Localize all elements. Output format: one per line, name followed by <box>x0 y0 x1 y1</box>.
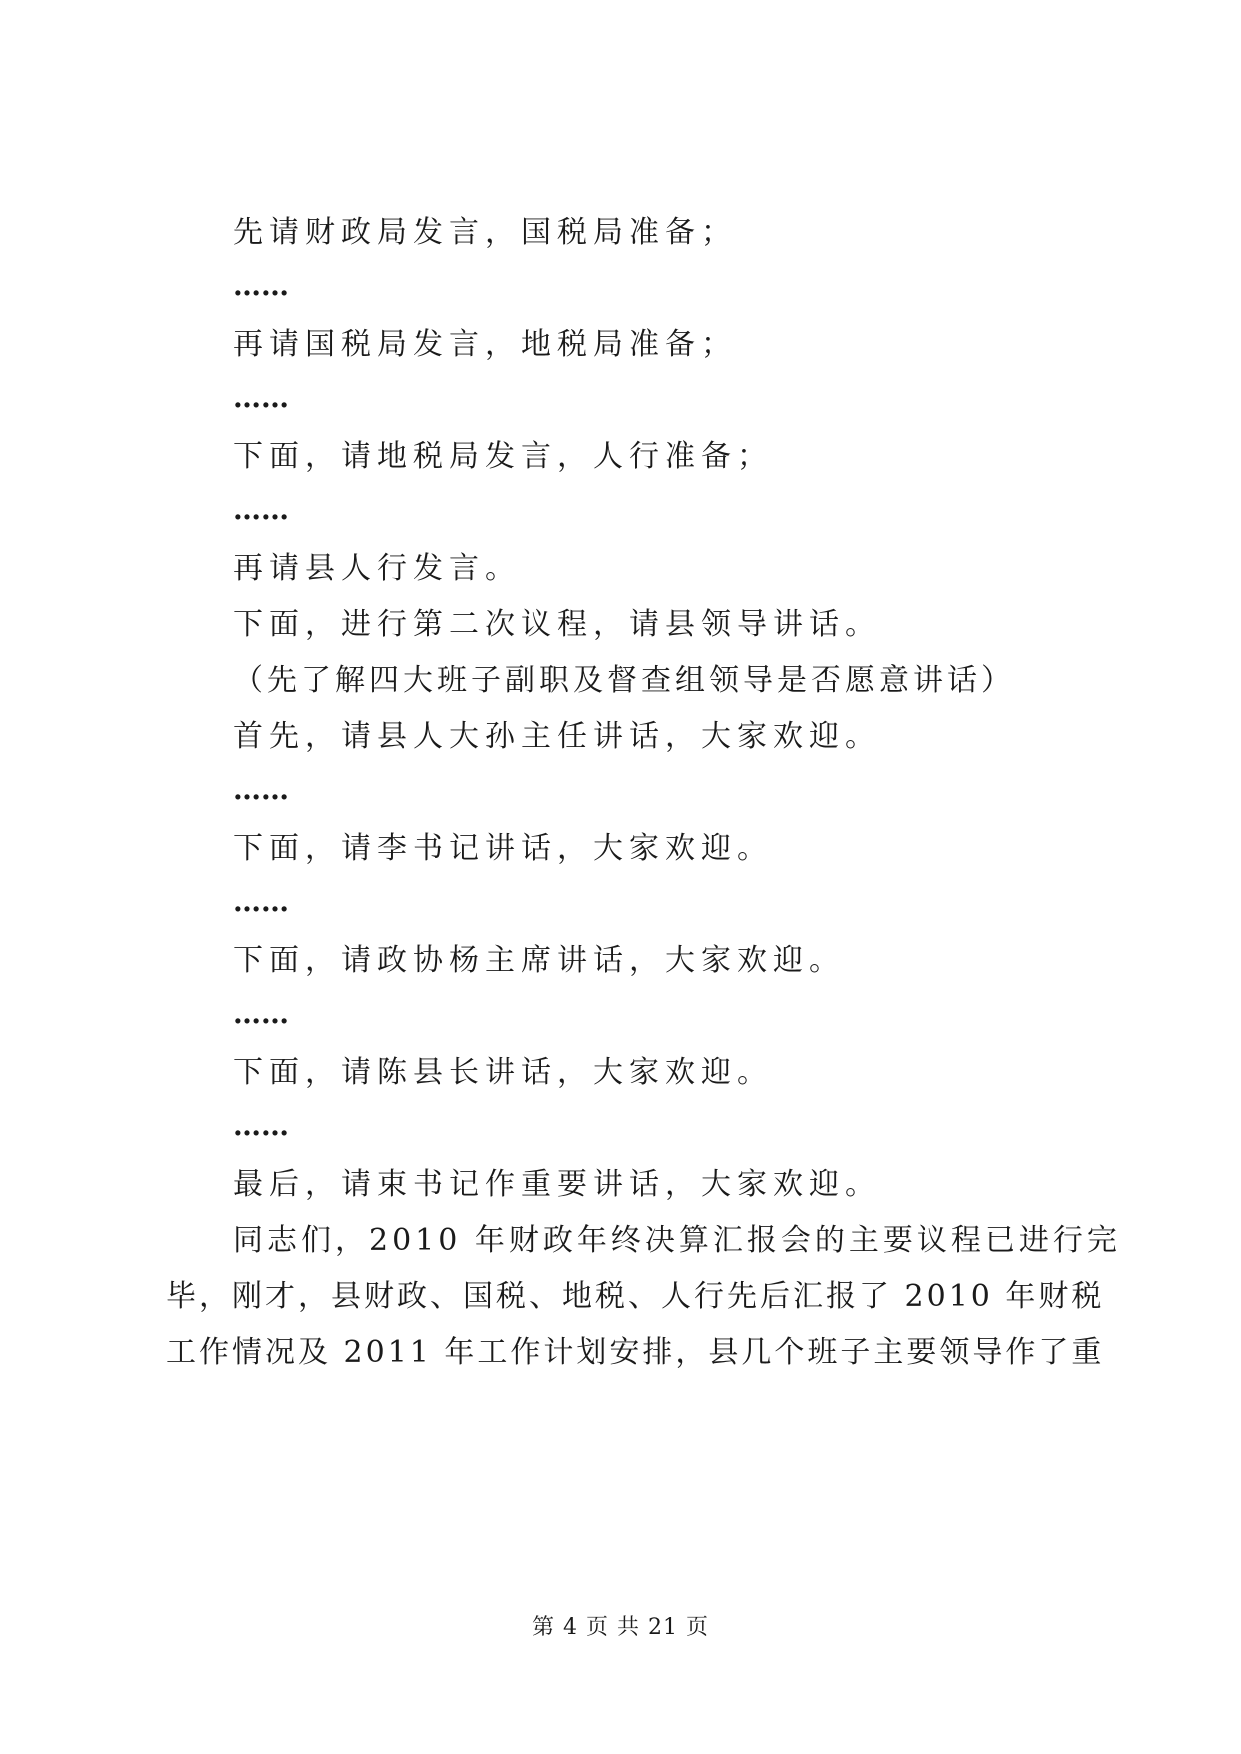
paragraph-line: 毕，刚才，县财政、国税、地税、人行先后汇报了 2010 年财税 <box>166 1279 1105 1314</box>
text-line: 下面，请陈县长讲话，大家欢迎。 <box>233 1055 773 1090</box>
ellipsis-line: …… <box>233 381 289 414</box>
text-line: 最后，请束书记作重要讲话，大家欢迎。 <box>233 1167 881 1202</box>
ellipsis-line: …… <box>233 773 289 806</box>
text-line: 首先，请县人大孙主任讲话，大家欢迎。 <box>233 719 881 754</box>
text-line: 再请国税局发言，地税局准备； <box>233 327 737 362</box>
ellipsis-line: …… <box>233 997 289 1030</box>
text-line: 先请财政局发言，国税局准备； <box>233 215 737 250</box>
text-line: 下面，请政协杨主席讲话，大家欢迎。 <box>233 943 845 978</box>
ellipsis-line: …… <box>233 269 289 302</box>
page-number-footer: 第 4 页 共 21 页 <box>532 1615 709 1640</box>
text-line: （先了解四大班子副职及督查组领导是否愿意讲话） <box>233 663 1015 698</box>
ellipsis-line: …… <box>233 885 289 918</box>
ellipsis-line: …… <box>233 1109 289 1142</box>
ellipsis-line: …… <box>233 493 289 526</box>
paragraph-line: 工作情况及 2011 年工作计划安排，县几个班子主要领导作了重 <box>166 1335 1105 1370</box>
text-line: 下面，请李书记讲话，大家欢迎。 <box>233 831 773 866</box>
text-line: 下面，请地税局发言，人行准备； <box>233 439 773 474</box>
text-line: 下面，进行第二次议程，请县领导讲话。 <box>233 607 881 642</box>
text-line: 再请县人行发言。 <box>233 551 521 586</box>
paragraph-line: 同志们，2010 年财政年终决算汇报会的主要议程已进行完 <box>233 1223 1121 1258</box>
